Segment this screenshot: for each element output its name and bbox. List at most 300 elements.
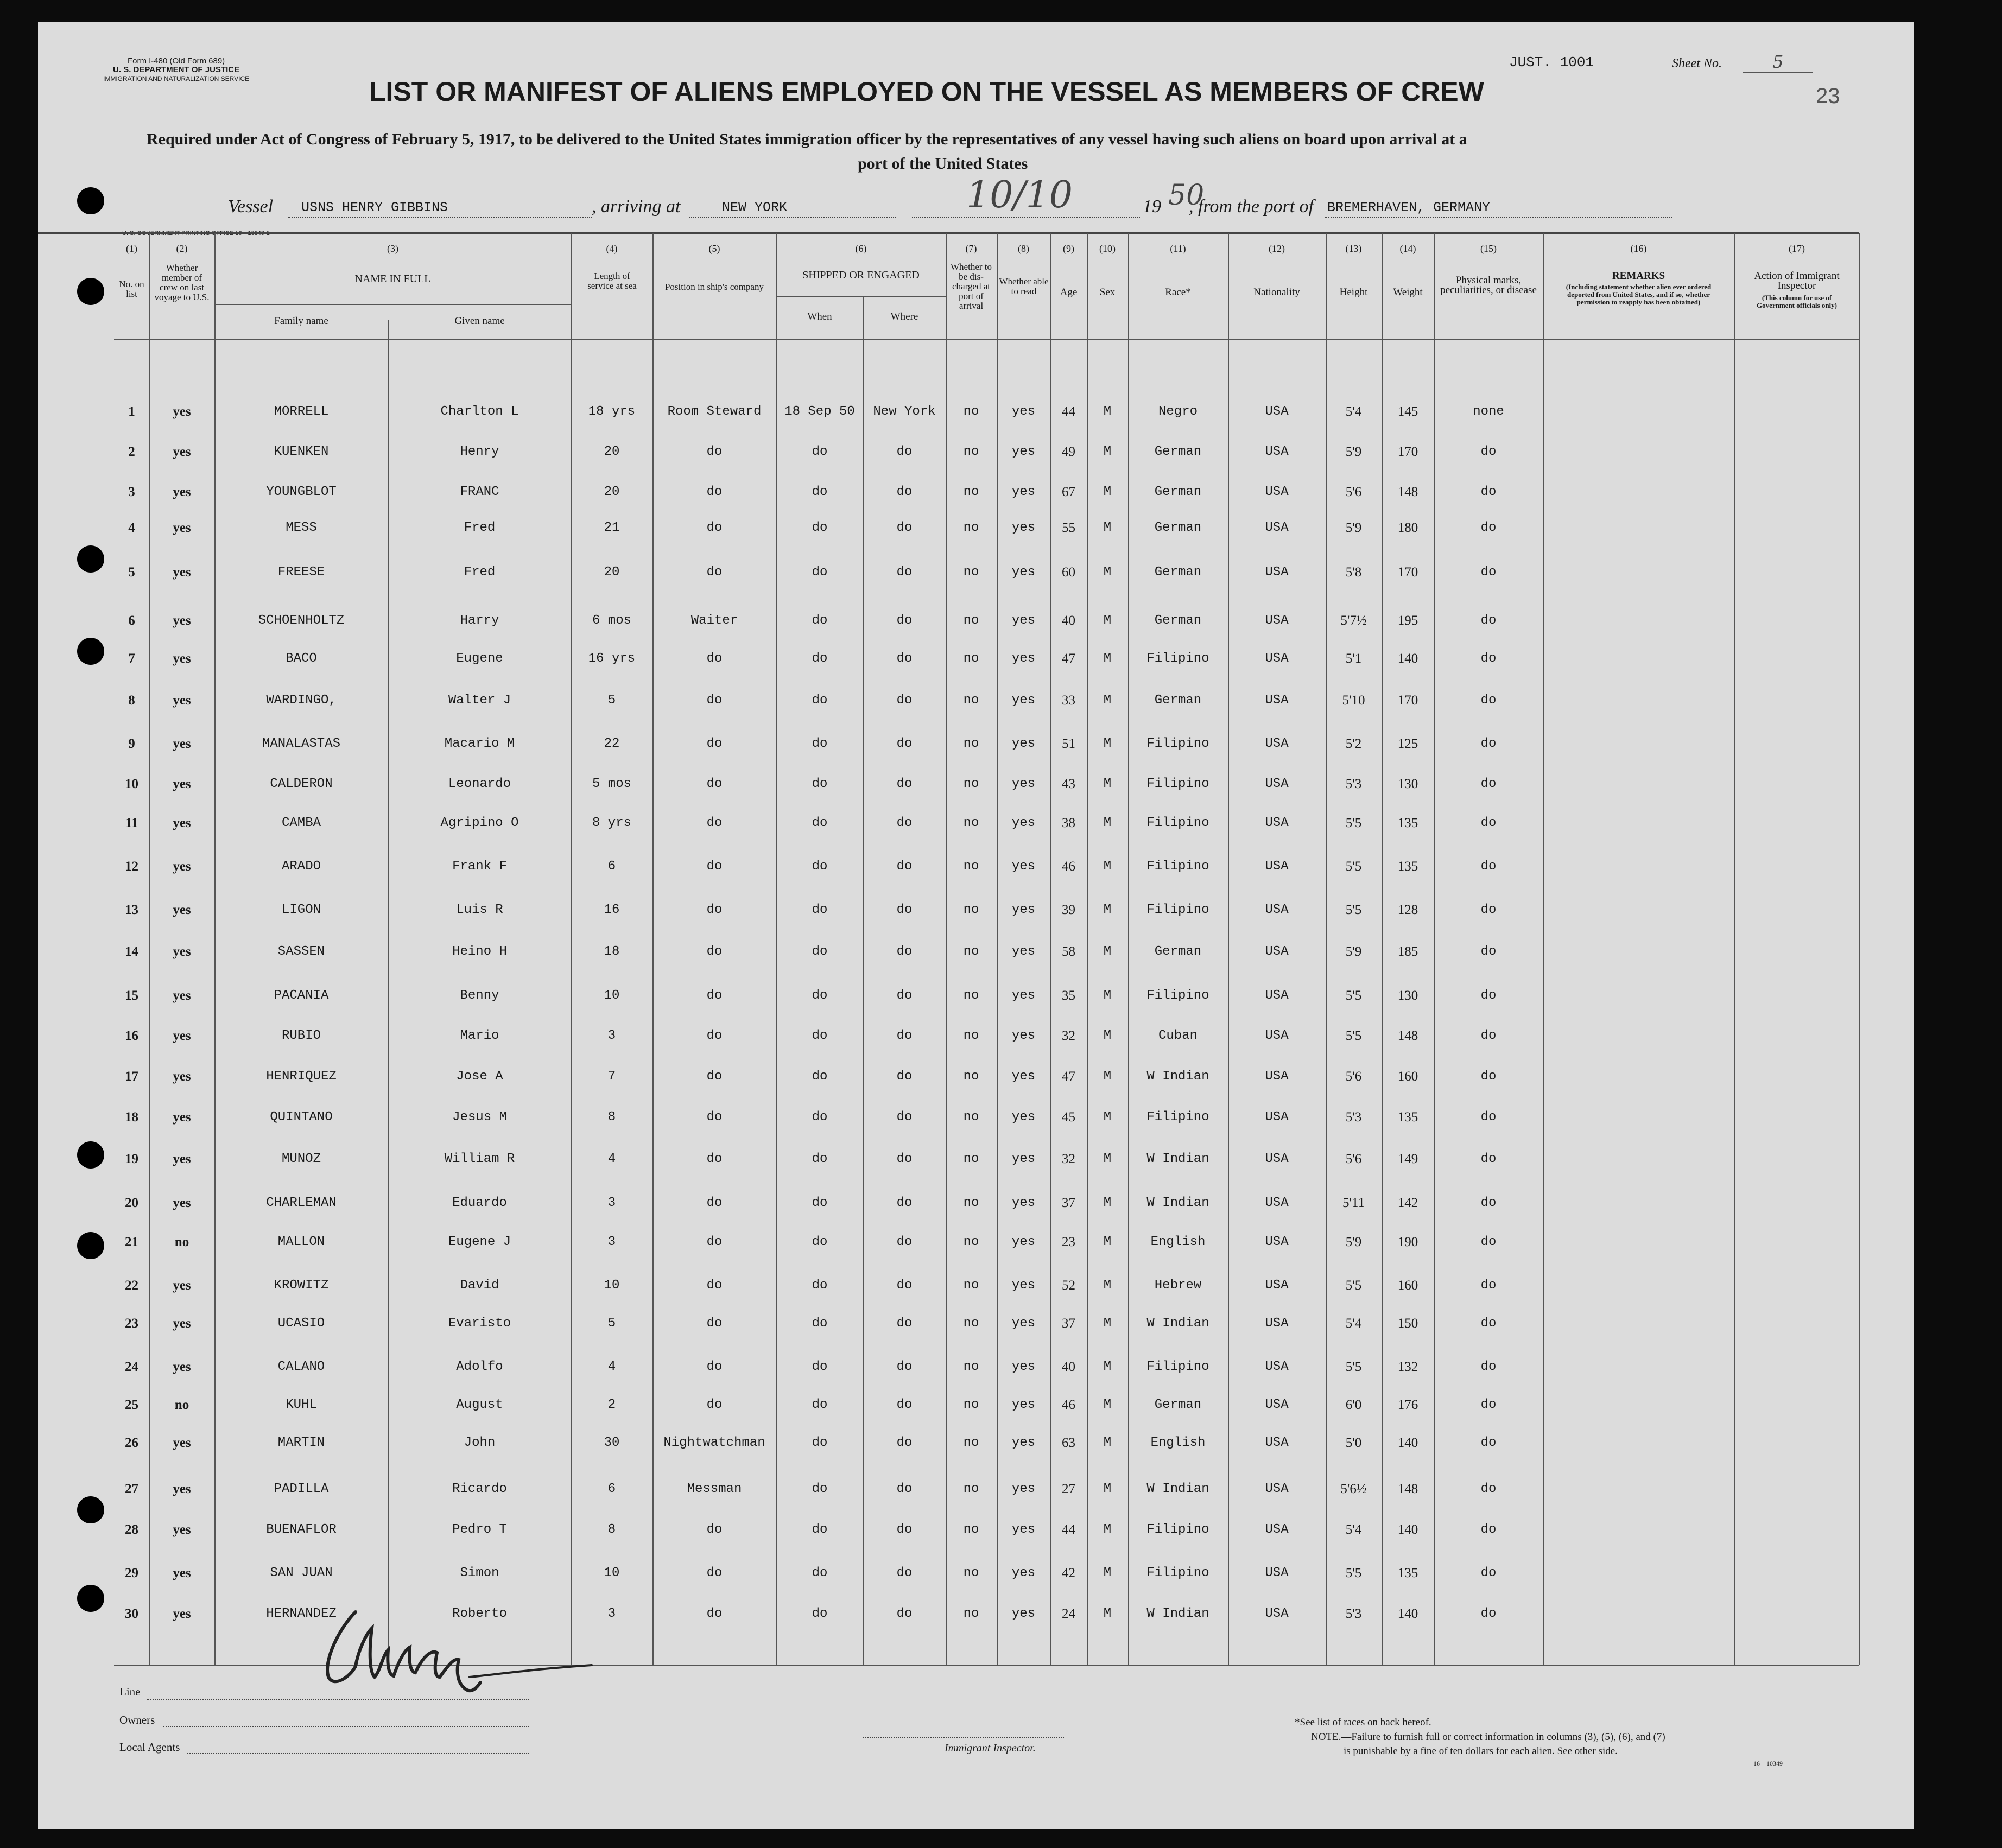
able-to-read: yes — [1011, 1196, 1036, 1210]
age: 58 — [1062, 944, 1075, 959]
row-number: 11 — [125, 816, 138, 830]
nationality: USA — [1265, 1110, 1289, 1125]
physical-marks: do — [1480, 1606, 1497, 1621]
weight: 195 — [1397, 613, 1418, 628]
weight: 149 — [1397, 1152, 1418, 1166]
age: 33 — [1062, 693, 1075, 708]
height: 5'9 — [1345, 444, 1362, 459]
member-last-voyage: yes — [173, 1110, 191, 1125]
sex: M — [1103, 1278, 1112, 1293]
row-number: 6 — [128, 613, 135, 628]
col-number-2: (2) — [176, 243, 188, 254]
race: Cuban — [1158, 1028, 1198, 1043]
position: do — [706, 816, 723, 830]
discharged: no — [963, 1110, 979, 1125]
length-of-service: 10 — [604, 1278, 620, 1293]
nationality: USA — [1265, 693, 1289, 708]
race: German — [1154, 944, 1202, 959]
race: Negro — [1158, 404, 1198, 419]
sex: M — [1103, 859, 1112, 874]
able-to-read: yes — [1011, 816, 1036, 830]
discharged: no — [963, 404, 979, 419]
requirement-line1: Required under Act of Congress of February 5, 1917, to be delivered to the United States immigration officer by the representatives of any vessel having such aliens on board upon arrival at a — [147, 130, 1467, 148]
age: 47 — [1062, 1069, 1075, 1084]
able-to-read: yes — [1011, 1316, 1036, 1331]
sex: M — [1103, 565, 1112, 580]
shipped-when: do — [812, 520, 828, 535]
race: German — [1154, 520, 1202, 535]
race: German — [1154, 565, 1202, 580]
nationality: USA — [1265, 903, 1289, 917]
col-number-6: (6) — [855, 243, 867, 254]
physical-marks: do — [1480, 613, 1497, 628]
nationality: USA — [1265, 404, 1289, 419]
given-name: Harry — [460, 613, 499, 628]
weight: 176 — [1397, 1398, 1418, 1412]
height: 5'3 — [1345, 1606, 1362, 1621]
length-of-service: 20 — [604, 565, 620, 580]
discharged: no — [963, 1028, 979, 1043]
name-subheader-rule — [214, 304, 571, 305]
able-to-read: yes — [1011, 1028, 1036, 1043]
physical-marks: do — [1480, 1522, 1497, 1537]
race: Filipino — [1146, 1360, 1209, 1374]
shipped-when: do — [812, 565, 828, 580]
given-name: William R — [444, 1152, 515, 1166]
row-number: 23 — [125, 1316, 138, 1331]
col-number-11: (11) — [1170, 243, 1186, 254]
shipped-where: do — [896, 859, 913, 874]
family-name: PADILLA — [274, 1482, 329, 1496]
shipped-when: do — [812, 1606, 828, 1621]
shipped-where: do — [896, 1606, 913, 1621]
binder-hole — [77, 187, 104, 214]
row-number: 20 — [125, 1196, 138, 1210]
given-name: Eugene J — [448, 1235, 511, 1249]
member-last-voyage: yes — [173, 651, 191, 666]
sex: M — [1103, 1398, 1112, 1412]
age: 63 — [1062, 1436, 1075, 1450]
member-last-voyage: yes — [173, 693, 191, 708]
given-name: Charlton L — [440, 404, 519, 419]
height: 5'5 — [1345, 1360, 1362, 1374]
given-name: Eugene — [456, 651, 503, 666]
physical-marks: do — [1480, 485, 1497, 499]
family-name: MUNOZ — [281, 1152, 321, 1166]
race: German — [1154, 485, 1202, 499]
owners-field — [163, 1726, 529, 1727]
shipped-where: do — [896, 613, 913, 628]
shipped-when: do — [812, 1196, 828, 1210]
given-name: FRANC — [460, 485, 499, 499]
row-number: 17 — [125, 1069, 138, 1084]
physical-marks: do — [1480, 944, 1497, 959]
height: 5'11 — [1342, 1196, 1365, 1210]
member-last-voyage: yes — [173, 944, 191, 959]
position: do — [706, 520, 723, 535]
able-to-read: yes — [1011, 1482, 1036, 1496]
height: 5'5 — [1345, 1566, 1362, 1580]
col-divider — [1859, 233, 1860, 1665]
discharged: no — [963, 651, 979, 666]
sex: M — [1103, 651, 1112, 666]
discharged: no — [963, 1566, 979, 1580]
age: 39 — [1062, 903, 1075, 917]
member-last-voyage: yes — [173, 1482, 191, 1496]
race: W Indian — [1146, 1069, 1209, 1084]
shipped-when: do — [812, 1235, 828, 1249]
length-of-service: 22 — [604, 736, 620, 751]
inspector-field — [863, 1737, 1064, 1738]
shipped-where: do — [896, 1482, 913, 1496]
shipped-where: New York — [873, 404, 936, 419]
position: Waiter — [690, 613, 738, 628]
header-physical-marks: Physical marks, peculiarities, or disease — [1440, 275, 1537, 296]
height: 5'7½ — [1340, 613, 1367, 628]
physical-marks: do — [1480, 1235, 1497, 1249]
sex: M — [1103, 736, 1112, 751]
race: Filipino — [1146, 903, 1209, 917]
vessel-label: Vessel — [228, 196, 274, 217]
weight: 145 — [1397, 404, 1418, 419]
family-name: QUINTANO — [270, 1110, 333, 1125]
height: 5'5 — [1345, 1028, 1362, 1043]
physical-marks: do — [1480, 1398, 1497, 1412]
race: English — [1150, 1235, 1206, 1249]
height: 5'3 — [1345, 1110, 1362, 1125]
able-to-read: yes — [1011, 651, 1036, 666]
row-number: 14 — [125, 944, 138, 959]
sex: M — [1103, 1360, 1112, 1374]
header-remarks-note: (Including statement whether alien ever ordered deported from United States, and if so, whether permission to reapply has been obtained) — [1566, 283, 1712, 306]
discharged: no — [963, 1482, 979, 1496]
row-number: 8 — [128, 693, 135, 708]
given-name: Henry — [460, 444, 499, 459]
family-name: FREESE — [277, 565, 325, 580]
height: 5'2 — [1345, 736, 1362, 751]
col-number-13: (13) — [1345, 243, 1362, 254]
length-of-service: 5 — [607, 693, 616, 708]
race: German — [1154, 444, 1202, 459]
able-to-read: yes — [1011, 1110, 1036, 1125]
length-of-service: 5 — [607, 1316, 616, 1331]
given-name: August — [456, 1398, 503, 1412]
sex: M — [1103, 1028, 1112, 1043]
member-last-voyage: yes — [173, 520, 191, 535]
length-of-service: 6 — [607, 1482, 616, 1496]
member-last-voyage: yes — [173, 1606, 191, 1621]
family-name: SAN JUAN — [270, 1566, 333, 1580]
able-to-read: yes — [1011, 1566, 1036, 1580]
nationality: USA — [1265, 1028, 1289, 1043]
able-to-read: yes — [1011, 565, 1036, 580]
col-number-8: (8) — [1018, 243, 1029, 254]
shipped-where: do — [896, 1152, 913, 1166]
age: 42 — [1062, 1566, 1075, 1580]
header-action-note: (This column for use of Government officials only) — [1756, 294, 1838, 309]
member-last-voyage: no — [174, 1235, 189, 1249]
form-id — [103, 57, 249, 83]
discharged: no — [963, 1522, 979, 1537]
physical-marks: do — [1480, 988, 1497, 1003]
family-name: CAMBA — [281, 816, 321, 830]
age: 49 — [1062, 444, 1075, 459]
member-last-voyage: yes — [173, 1316, 191, 1331]
row-number: 29 — [125, 1566, 138, 1580]
nationality: USA — [1265, 816, 1289, 830]
nationality: USA — [1265, 651, 1289, 666]
physical-marks: do — [1480, 1566, 1497, 1580]
physical-marks: do — [1480, 903, 1497, 917]
able-to-read: yes — [1011, 1606, 1036, 1621]
from-port-label: , from the port of — [1189, 196, 1314, 217]
position: Room Steward — [667, 404, 762, 419]
shipped-where: do — [896, 693, 913, 708]
line-field — [147, 1699, 529, 1700]
length-of-service: 20 — [604, 444, 620, 459]
length-of-service: 3 — [607, 1196, 616, 1210]
row-number: 28 — [125, 1522, 138, 1537]
sheet-number: 5 — [1772, 52, 1784, 72]
able-to-read: yes — [1011, 404, 1036, 419]
family-name: MORRELL — [274, 404, 329, 419]
weight: 142 — [1397, 1196, 1418, 1210]
position: do — [706, 988, 723, 1003]
nationality: USA — [1265, 613, 1289, 628]
row-number: 21 — [125, 1235, 138, 1249]
weight: 160 — [1397, 1278, 1418, 1293]
shipped-where: do — [896, 1069, 913, 1084]
given-name: Ricardo — [452, 1482, 507, 1496]
owners-label: Owners — [119, 1713, 155, 1726]
length-of-service: 5 mos — [592, 777, 631, 791]
able-to-read: yes — [1011, 777, 1036, 791]
header-shipped-engaged: SHIPPED OR ENGAGED — [802, 269, 920, 281]
discharged: no — [963, 613, 979, 628]
row-number: 25 — [125, 1398, 138, 1412]
age: 46 — [1062, 859, 1075, 874]
penalty-note-line1: NOTE.—Failure to furnish full or correct information in columns (3), (5), (6), and (7) — [1311, 1731, 1665, 1743]
sex: M — [1103, 485, 1112, 499]
position: do — [706, 1110, 723, 1125]
form-id-line1: Form I-480 (Old Form 689) — [127, 56, 225, 66]
race: W Indian — [1146, 1316, 1209, 1331]
arrival-date: 10/10 — [966, 174, 1073, 217]
shipped-where: do — [896, 1522, 913, 1537]
header-action: Action of Immigrant Inspector — [1754, 270, 1840, 291]
age: 47 — [1062, 651, 1075, 666]
given-name: Heino H — [452, 944, 507, 959]
discharged: no — [963, 903, 979, 917]
discharged: no — [963, 565, 979, 580]
row-number: 19 — [125, 1152, 138, 1166]
member-last-voyage: yes — [173, 404, 191, 419]
physical-marks: do — [1480, 1069, 1497, 1084]
able-to-read: yes — [1011, 1398, 1036, 1412]
height: 5'1 — [1345, 651, 1362, 666]
nationality: USA — [1265, 988, 1289, 1003]
header-no-on-list: No. on list — [119, 279, 144, 299]
local-agents-field — [187, 1753, 529, 1754]
weight: 140 — [1397, 1436, 1418, 1450]
discharged: no — [963, 736, 979, 751]
row-number: 12 — [125, 859, 138, 874]
local-agents-label: Local Agents — [119, 1741, 180, 1754]
family-name: CALDERON — [270, 777, 333, 791]
header-given-name: Given name — [454, 315, 505, 327]
weight: 125 — [1397, 736, 1418, 751]
shipped-where: do — [896, 736, 913, 751]
length-of-service: 16 yrs — [588, 651, 636, 666]
position: do — [706, 1398, 723, 1412]
height: 5'6½ — [1340, 1482, 1367, 1496]
shipped-subheader-rule — [776, 296, 946, 297]
sex: M — [1103, 944, 1112, 959]
position: do — [706, 1316, 723, 1331]
position: do — [706, 444, 723, 459]
shipped-where: do — [896, 816, 913, 830]
discharged: no — [963, 1152, 979, 1166]
sex: M — [1103, 816, 1112, 830]
sex: M — [1103, 1436, 1112, 1450]
weight: 170 — [1397, 565, 1418, 580]
given-name: Jesus M — [452, 1110, 507, 1125]
position: do — [706, 1196, 723, 1210]
binder-hole — [77, 278, 104, 305]
length-of-service: 18 yrs — [588, 404, 636, 419]
header-sex: Sex — [1099, 287, 1116, 298]
age: 24 — [1062, 1606, 1075, 1621]
family-name: MALLON — [277, 1235, 325, 1249]
position: do — [706, 693, 723, 708]
length-of-service: 3 — [607, 1606, 616, 1621]
able-to-read: yes — [1011, 485, 1036, 499]
length-of-service: 6 — [607, 859, 616, 874]
given-name: David — [460, 1278, 499, 1293]
binder-hole — [77, 1141, 104, 1169]
member-last-voyage: yes — [173, 613, 191, 628]
nationality: USA — [1265, 1522, 1289, 1537]
shipped-when: do — [812, 1278, 828, 1293]
weight: 130 — [1397, 988, 1418, 1003]
arriving-port: NEW YORK — [722, 200, 788, 215]
arrival-year: 50 — [1168, 179, 1205, 212]
weight: 132 — [1397, 1360, 1418, 1374]
able-to-read: yes — [1011, 444, 1036, 459]
weight: 185 — [1397, 944, 1418, 959]
height: 5'4 — [1345, 404, 1362, 419]
sex: M — [1103, 1316, 1112, 1331]
discharged: no — [963, 816, 979, 830]
shipped-where: do — [896, 651, 913, 666]
race: English — [1150, 1436, 1206, 1450]
col-number-17: (17) — [1789, 243, 1805, 254]
col-number-3: (3) — [387, 243, 398, 254]
family-name: SASSEN — [277, 944, 325, 959]
weight: 140 — [1397, 1522, 1418, 1537]
family-name: CHARLEMAN — [266, 1196, 337, 1210]
race: Filipino — [1146, 1566, 1209, 1580]
discharged: no — [963, 485, 979, 499]
row-number: 15 — [125, 988, 138, 1003]
given-name: Frank F — [452, 859, 507, 874]
shipped-where: do — [896, 903, 913, 917]
family-name: ARADO — [281, 859, 321, 874]
member-last-voyage: yes — [173, 988, 191, 1003]
given-name: Simon — [460, 1566, 499, 1580]
header-position: Position in ship's company — [664, 282, 764, 292]
given-name: Eduardo — [452, 1196, 507, 1210]
binder-hole — [77, 545, 104, 573]
row-number: 5 — [128, 565, 135, 580]
member-last-voyage: yes — [173, 444, 191, 459]
from-port-line — [1325, 217, 1672, 218]
position: do — [706, 777, 723, 791]
age: 40 — [1062, 1360, 1075, 1374]
row-number: 10 — [125, 777, 138, 791]
position: do — [706, 859, 723, 874]
able-to-read: yes — [1011, 1152, 1036, 1166]
weight: 170 — [1397, 444, 1418, 459]
nationality: USA — [1265, 736, 1289, 751]
nationality: USA — [1265, 565, 1289, 580]
requirement-line2: port of the United States — [858, 155, 1028, 173]
col-divider — [1734, 233, 1735, 1665]
position: do — [706, 1360, 723, 1374]
age: 32 — [1062, 1152, 1075, 1166]
header-age: Age — [1060, 287, 1078, 298]
sex: M — [1103, 1152, 1112, 1166]
able-to-read: yes — [1011, 1522, 1036, 1537]
nationality: USA — [1265, 1606, 1289, 1621]
given-name: Jose A — [456, 1069, 503, 1084]
sex: M — [1103, 1196, 1112, 1210]
nationality: USA — [1265, 1436, 1289, 1450]
shipped-when: do — [812, 613, 828, 628]
given-name: Agripino O — [440, 816, 519, 830]
height: 5'5 — [1345, 859, 1362, 874]
discharged: no — [963, 1069, 979, 1084]
race: W Indian — [1146, 1152, 1209, 1166]
shipped-when: do — [812, 693, 828, 708]
able-to-read: yes — [1011, 988, 1036, 1003]
race: Hebrew — [1154, 1278, 1202, 1293]
discharged: no — [963, 693, 979, 708]
nationality: USA — [1265, 1069, 1289, 1084]
col-divider — [1543, 233, 1544, 1665]
nationality: USA — [1265, 1566, 1289, 1580]
physical-marks: do — [1480, 565, 1497, 580]
family-name: LIGON — [281, 903, 321, 917]
given-name: Fred — [464, 520, 496, 535]
shipped-when: do — [812, 485, 828, 499]
nationality: USA — [1265, 1360, 1289, 1374]
family-name: HENRIQUEZ — [266, 1069, 337, 1084]
shipped-when: do — [812, 944, 828, 959]
able-to-read: yes — [1011, 613, 1036, 628]
length-of-service: 2 — [607, 1398, 616, 1412]
shipped-where: do — [896, 520, 913, 535]
position: do — [706, 1522, 723, 1537]
departure-port: BREMERHAVEN, GERMANY — [1327, 200, 1491, 215]
physical-marks: do — [1480, 736, 1497, 751]
race: Filipino — [1146, 1522, 1209, 1537]
row-number: 30 — [125, 1606, 138, 1621]
col-number-16: (16) — [1630, 243, 1647, 254]
sex: M — [1103, 1606, 1112, 1621]
weight: 135 — [1397, 859, 1418, 874]
discharged: no — [963, 944, 979, 959]
